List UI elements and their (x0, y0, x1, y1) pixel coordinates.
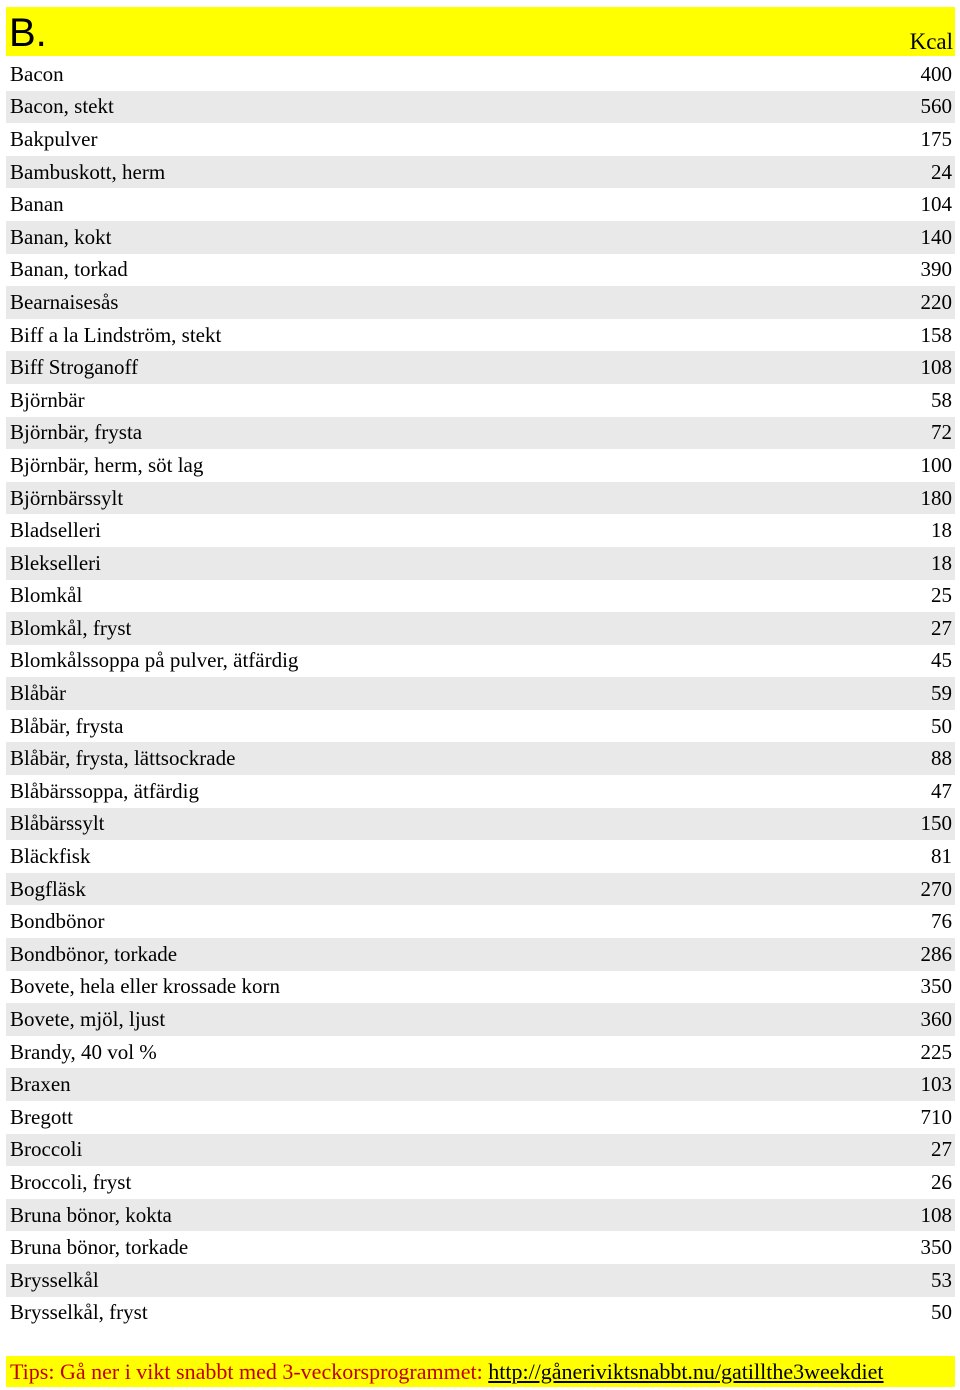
food-name: Banan, kokt (10, 224, 112, 249)
food-row (6, 645, 955, 678)
food-row (6, 612, 955, 645)
food-row (6, 514, 955, 547)
food-name: Bovete, mjöl, ljust (10, 1007, 166, 1032)
food-kcal: 88 (931, 746, 952, 771)
food-kcal: 72 (931, 420, 952, 445)
food-name: Bladselleri (10, 518, 101, 543)
food-kcal: 710 (920, 1104, 952, 1129)
food-kcal: 27 (931, 615, 952, 640)
food-kcal: 81 (931, 844, 952, 869)
food-list (6, 58, 955, 1329)
food-name: Björnbärssylt (10, 485, 124, 510)
food-kcal: 24 (931, 159, 952, 184)
food-row (6, 547, 955, 580)
food-kcal: 360 (920, 1007, 952, 1032)
food-name: Biff Stroganoff (10, 355, 139, 380)
food-name: Brysselkål, fryst (10, 1300, 148, 1325)
food-row (6, 775, 955, 808)
food-name: Bambuskott, herm (10, 159, 166, 184)
food-row (6, 351, 955, 384)
food-name: Brandy, 40 vol % (10, 1039, 157, 1064)
food-name: Blomkål, fryst (10, 615, 132, 640)
food-kcal: 45 (931, 648, 952, 673)
food-name: Bearnaisesås (10, 289, 119, 314)
food-name: Blomkålssoppa på pulver, ätfärdig (10, 648, 299, 673)
food-kcal: 26 (931, 1169, 952, 1194)
food-kcal: 150 (920, 811, 952, 836)
food-row (6, 188, 955, 221)
food-row (6, 1264, 955, 1297)
food-row (6, 742, 955, 775)
food-name: Bovete, hela eller krossade korn (10, 974, 280, 999)
food-name: Bondbönor, torkade (10, 941, 178, 966)
food-name: Blekselleri (10, 550, 101, 575)
food-kcal: 180 (920, 485, 952, 510)
food-row (6, 1166, 955, 1199)
food-row (6, 710, 955, 743)
food-row (6, 1231, 955, 1264)
food-name: Blåbärssylt (10, 811, 105, 836)
section-letter: B. (9, 11, 47, 55)
food-kcal: 390 (920, 257, 952, 282)
food-kcal: 100 (920, 452, 952, 477)
food-kcal: 58 (931, 387, 952, 412)
food-row (6, 254, 955, 287)
food-name: Biff a la Lindström, stekt (10, 322, 222, 347)
food-row (6, 1003, 955, 1036)
food-row (6, 677, 955, 710)
food-name: Bogfläsk (10, 876, 86, 901)
food-row (6, 91, 955, 124)
food-row (6, 808, 955, 841)
food-name: Broccoli, fryst (10, 1169, 132, 1194)
food-name: Blåbär, frysta (10, 713, 124, 738)
food-kcal: 350 (920, 1235, 952, 1260)
food-row (6, 1134, 955, 1167)
food-row (6, 417, 955, 450)
food-kcal: 220 (920, 289, 952, 314)
food-name: Banan, torkad (10, 257, 128, 282)
food-name: Banan (10, 192, 64, 217)
kcal-column-header: Kcal (909, 29, 953, 54)
food-kcal: 18 (931, 518, 952, 543)
section-header (6, 7, 955, 56)
food-name: Björnbär (10, 387, 85, 412)
food-row (6, 286, 955, 319)
food-name: Blåbär, frysta, lättsockrade (10, 746, 236, 771)
food-kcal: 59 (931, 681, 952, 706)
food-kcal: 140 (920, 224, 952, 249)
food-kcal: 53 (931, 1267, 952, 1292)
food-kcal: 47 (931, 778, 952, 803)
food-name: Broccoli (10, 1137, 83, 1162)
food-name: Bregott (10, 1104, 73, 1129)
food-name: Bacon, stekt (10, 94, 114, 119)
food-name: Bakpulver (10, 126, 98, 151)
food-kcal: 560 (920, 94, 952, 119)
food-row (6, 156, 955, 189)
food-name: Blåbärssoppa, ätfärdig (10, 778, 199, 803)
food-kcal: 76 (931, 909, 952, 934)
tips-text: Tips: Gå ner i vikt snabbt med 3-veckorsprogrammet: (10, 1359, 489, 1384)
food-name: Bruna bönor, kokta (10, 1202, 172, 1227)
food-row (6, 384, 955, 417)
food-name: Brysselkål (10, 1267, 99, 1292)
food-row (6, 873, 955, 906)
food-name: Björnbär, frysta (10, 420, 143, 445)
food-kcal: 158 (920, 322, 952, 347)
food-name: Bläckfisk (10, 844, 91, 869)
food-kcal: 225 (920, 1039, 952, 1064)
food-kcal: 286 (920, 941, 952, 966)
food-row (6, 1297, 955, 1330)
food-kcal: 175 (920, 126, 952, 151)
food-row (6, 449, 955, 482)
food-row (6, 1068, 955, 1101)
food-row (6, 580, 955, 613)
food-kcal: 270 (920, 876, 952, 901)
food-name: Blåbär (10, 681, 66, 706)
food-kcal: 103 (920, 1072, 952, 1097)
food-row (6, 840, 955, 873)
food-kcal: 50 (931, 1300, 952, 1325)
food-name: Bondbönor (10, 909, 105, 934)
food-kcal: 108 (920, 355, 952, 380)
food-kcal: 27 (931, 1137, 952, 1162)
food-row (6, 905, 955, 938)
food-name: Bacon (10, 61, 64, 86)
food-row (6, 1101, 955, 1134)
food-kcal: 50 (931, 713, 952, 738)
food-row (6, 58, 955, 91)
food-kcal: 18 (931, 550, 952, 575)
food-row (6, 319, 955, 352)
food-row (6, 482, 955, 515)
food-row (6, 221, 955, 254)
food-kcal: 25 (931, 583, 952, 608)
tips-link[interactable]: http://gåneriviktsnabbt.nu/gatillthe3weekdiet (488, 1359, 884, 1384)
food-row (6, 1036, 955, 1069)
food-kcal: 104 (920, 192, 952, 217)
food-row (6, 123, 955, 156)
food-name: Braxen (10, 1072, 71, 1097)
food-row (6, 938, 955, 971)
food-name: Björnbär, herm, söt lag (10, 452, 204, 477)
food-name: Bruna bönor, torkade (10, 1235, 189, 1260)
food-kcal: 108 (920, 1202, 952, 1227)
food-kcal: 350 (920, 974, 952, 999)
food-name: Blomkål (10, 583, 83, 608)
food-kcal: 400 (920, 61, 952, 86)
food-row (6, 971, 955, 1004)
food-row (6, 1199, 955, 1232)
tips-banner (6, 1356, 955, 1387)
